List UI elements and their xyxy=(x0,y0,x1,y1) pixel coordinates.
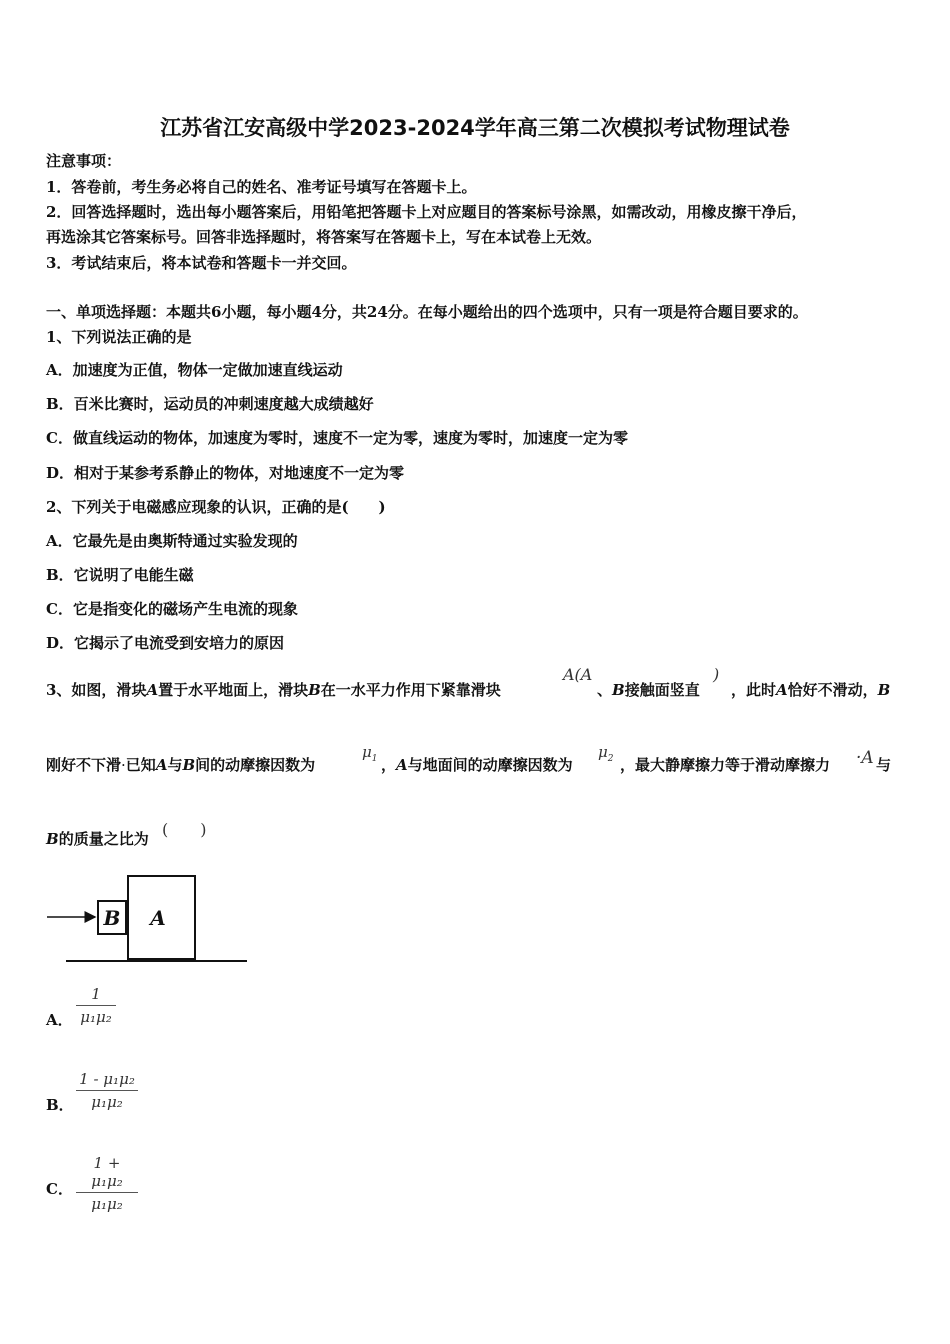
option: A．加速度为正值，物体一定做加速直线运动 xyxy=(46,361,343,379)
label-a: A xyxy=(150,906,166,930)
block-diagram xyxy=(40,870,255,968)
math-expression: ·A xyxy=(856,748,874,768)
option-label: C． xyxy=(46,1180,73,1198)
math-expression: A(A xyxy=(563,665,593,684)
answer-paren: ( ) xyxy=(162,820,207,839)
section-heading: 一、单项选择题：本题共6小题，每小题4分，共24分。在每小题给出的四个选项中，只有一项是符合题目要求的。 xyxy=(46,303,808,321)
question-stem: 刚好不下滑·已知A与B间的动摩擦因数为 xyxy=(46,756,316,774)
question-stem: ，最大静摩擦力等于滑动摩擦力 xyxy=(620,756,831,774)
question-stem: 3、如图，滑块A置于水平地面上，滑块B在一水平力作用下紧靠滑块 xyxy=(46,681,501,699)
math-expression: ) xyxy=(713,665,720,684)
question-stem: B的质量之比为 xyxy=(46,830,149,848)
option: D．相对于某参考系静止的物体，对地速度不一定为零 xyxy=(46,464,405,482)
page-title: 江苏省江安高级中学2023-2024学年高三第二次模拟考试物理试卷 xyxy=(160,116,790,140)
option-label: A． xyxy=(46,1011,73,1029)
option-label: B． xyxy=(46,1096,74,1114)
question-stem: 2、下列关于电磁感应现象的认识，正确的是( ) xyxy=(46,498,386,516)
notice-item: 再选涂其它答案标号。回答非选择题时，将答案写在答题卡上，写在本试卷上无效。 xyxy=(46,228,602,246)
mu2-symbol: $\mu_2$ xyxy=(598,743,614,764)
notice-item: 2．回答选择题时，选出每小题答案后，用铅笔把答题卡上对应题目的答案标号涂黑，如需改动，用橡皮擦干净后， xyxy=(46,203,807,221)
option: D．它揭示了电流受到安培力的原因 xyxy=(46,634,285,652)
question-stem: 与 xyxy=(876,756,892,774)
label-b: B xyxy=(103,906,121,930)
option: C．做直线运动的物体，加速度为零时，速度不一定为零，速度为零时，加速度一定为零 xyxy=(46,429,628,447)
option-fraction: 1 μ₁μ₂ xyxy=(76,985,116,1026)
notice-heading: 注意事项： xyxy=(46,152,122,170)
option: A．它最先是由奥斯特通过实验发现的 xyxy=(46,532,298,550)
option: B．百米比赛时，运动员的冲刺速度越大成绩越好 xyxy=(46,395,374,413)
option-fraction: 1 + μ₁μ₂ μ₁μ₂ xyxy=(76,1154,138,1213)
question-stem: 、B接触面竖直 xyxy=(597,681,700,699)
option: C．它是指变化的磁场产生电流的现象 xyxy=(46,600,298,618)
mu1-symbol: $\mu_1$ xyxy=(362,743,378,764)
option: B．它说明了电能生磁 xyxy=(46,566,194,584)
notice-item: 1．答卷前，考生务必将自己的姓名、准考证号填写在答题卡上。 xyxy=(46,178,477,196)
option-fraction: 1 - μ₁μ₂ μ₁μ₂ xyxy=(76,1070,138,1111)
question-stem: ，此时A恰好不滑动，B xyxy=(731,681,891,699)
notice-item: 3．考试结束后，将本试卷和答题卡一并交回。 xyxy=(46,254,357,272)
question-stem: 1、下列说法正确的是 xyxy=(46,328,192,346)
question-stem: ，A与地面间的动摩擦因数为 xyxy=(381,756,573,774)
